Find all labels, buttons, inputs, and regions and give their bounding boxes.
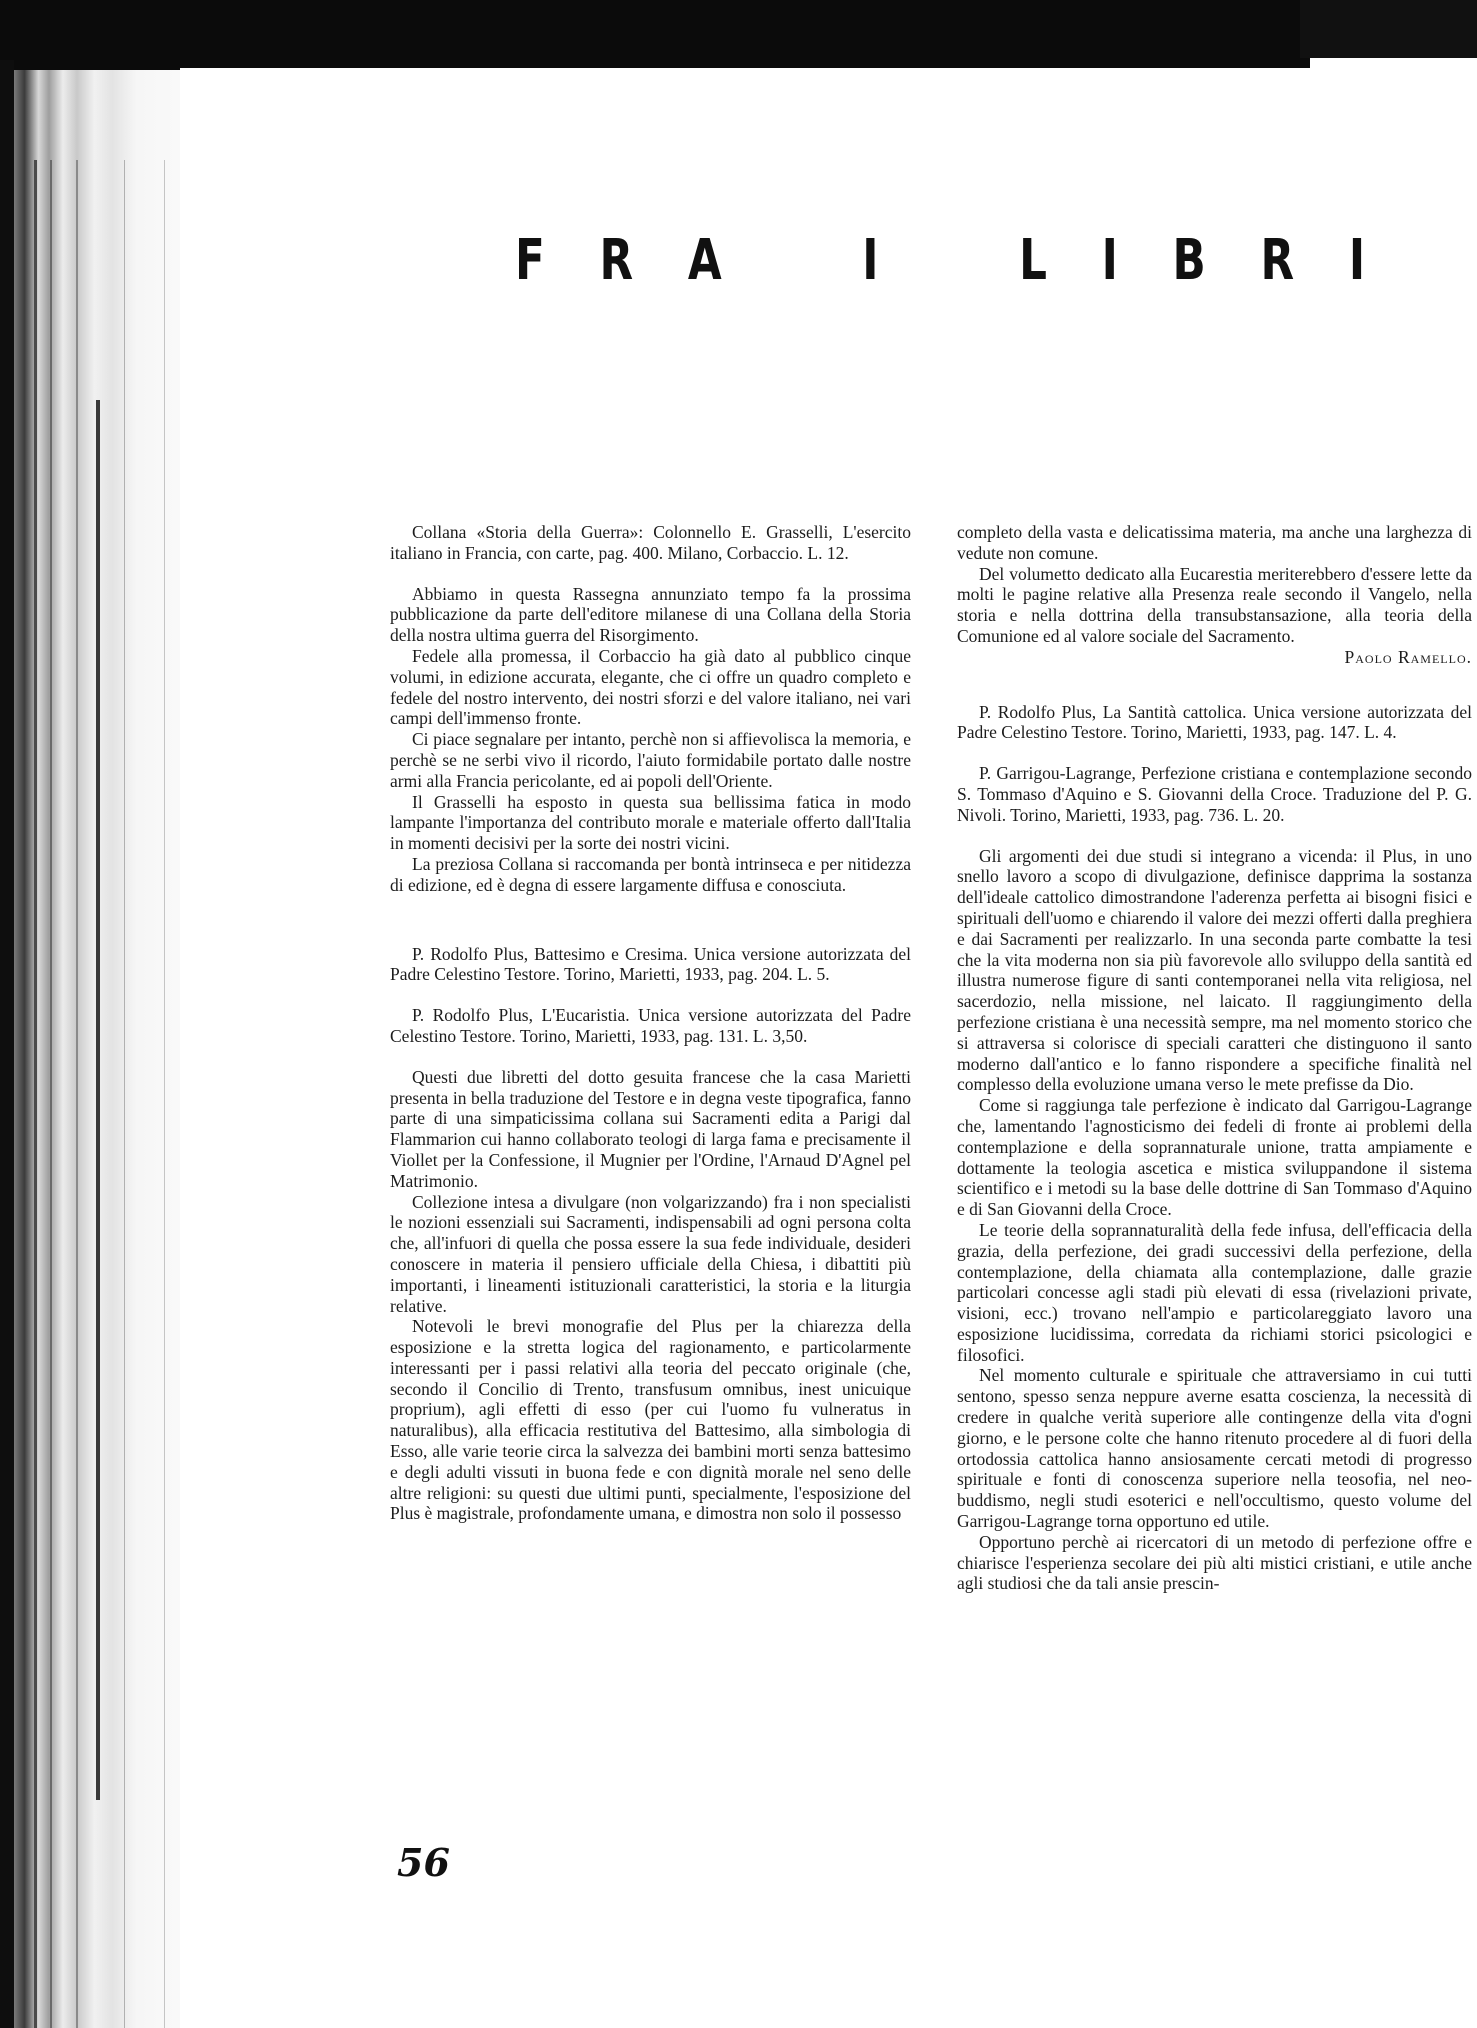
book-entry: P. Rodolfo Plus, La Santità cattolica. Unica versione autorizzata del Padre Celestino Testore. Torino, Marietti, 1933, pag. 147. L. 4. bbox=[957, 701, 1472, 743]
spacer bbox=[390, 985, 911, 1005]
heading-letter: I bbox=[1348, 228, 1366, 293]
review-paragraph: Opportuno perchè ai ricercatori di un metodo di perfezione offre e chiarisce l'esperienza secolare dei più alti mistici cristiani, e utile anche agli studiosi che da tali ansie prescin- bbox=[957, 1531, 1472, 1594]
right-column bbox=[957, 522, 1472, 1594]
spine-line bbox=[164, 160, 165, 2028]
spine-line bbox=[50, 160, 52, 2028]
review-paragraph: Collezione intesa a divulgare (non volgarizzando) fra i non specialisti le nozioni essenziali sui Sacramenti, indispensabili ad ogni persona colta che, all'infuori di quella che possa essere la sua fede individuale, desideri conoscere in materia il pensiero ufficiale della Chiesa, i dibattiti più importanti, i lineamenti istituzionali caratteristici, la storia e la liturgia relative. bbox=[390, 1191, 911, 1316]
spine-line bbox=[34, 160, 37, 2028]
heading-space bbox=[776, 228, 807, 293]
scan-left-shadow bbox=[0, 60, 14, 2028]
review-paragraph: La preziosa Collana si raccomanda per bontà intrinseca e per nitidezza di edizione, ed è degna di essere largamente diffusa e conosciuta. bbox=[390, 853, 911, 895]
book-entry: Collana «Storia della Guerra»: Colonnello E. Grasselli, L'esercito italiano in Francia, con carte, pag. 400. Milano, Corbaccio. L. 12. bbox=[390, 522, 911, 563]
review-paragraph: Il Grasselli ha esposto in questa sua bellissima fatica in modo lampante l'importanza del contributo morale e materiale offerto dall'Italia in momenti decisivi per la sorte dei nostri vicini. bbox=[390, 791, 911, 854]
review-signature: Paolo Ramello. bbox=[1344, 646, 1472, 667]
page-number: 56 bbox=[397, 1840, 450, 1885]
scan-top-shadow-right bbox=[1300, 0, 1477, 58]
review-paragraph-continuation: completo della vasta e delicatissima materia, ma anche una larghezza di vedute non comune. bbox=[957, 522, 1472, 563]
book-entry: P. Rodolfo Plus, L'Eucaristia. Unica versione autorizzata del Padre Celestino Testore. Torino, Marietti, 1933, pag. 131. L. 3,50. bbox=[390, 1005, 911, 1046]
spine-line bbox=[96, 400, 100, 1800]
spacer bbox=[390, 896, 911, 944]
spacer bbox=[957, 668, 1472, 702]
heading-letter: R bbox=[599, 228, 634, 293]
review-paragraph: Ci piace segnalare per intanto, perchè non si affievolisca la memoria, e perchè se ne serbi vivo il ricordo, l'aiuto formidabile portato dalle nostre armi alla Francia pericolante, ed ai popoli dell'Oriente. bbox=[390, 729, 911, 791]
scan-top-shadow bbox=[0, 0, 1310, 72]
review-paragraph: Come si raggiunga tale perfezione è indicato dal Garrigou-Lagrange che, lamentando l'agnosticismo dei fedeli di fronte ai problemi della contemplazione e della soprannaturale unione, tratta ampiamente e dottamente la teologia ascetica e mistica sviluppandone il sistema scientifico e i metodi su la base delle dottrine di San Tommaso d'Aquino e di San Giovanni della Croce. bbox=[957, 1095, 1472, 1220]
section-heading bbox=[515, 228, 1365, 293]
spacer bbox=[390, 1047, 911, 1067]
book-spine-edges bbox=[14, 70, 189, 2028]
heading-letter: I bbox=[1101, 228, 1118, 293]
spacer bbox=[957, 826, 1472, 846]
heading-letter: L bbox=[1019, 228, 1047, 293]
book-entry: P. Garrigou-Lagrange, Perfezione cristiana e contemplazione secondo S. Tommaso d'Aquino e S. Giovanni della Croce. Traduzione del P. G. Nivoli. Torino, Marietti, 1933, pag. 736. L. 20. bbox=[957, 763, 1472, 825]
review-paragraph: Del volumetto dedicato alla Eucarestia meriterebbero d'essere lette da molti le pagine relative alla Presenza reale secondo il Vangelo, nella storia e nella dottrina della transubstansazione, alla teoria della Comunione ed al valore sociale del Sacramento. bbox=[957, 563, 1472, 646]
spine-line bbox=[124, 160, 125, 2028]
review-paragraph: Le teorie della soprannaturalità della fede infusa, dell'efficacia della grazia, della perfezione, dei gradi successivi della perfezione, della contemplazione, della chiamata alla contemplazione, dalle grazie particolari concesse agli stadi più elevati di essa (rivelazioni private, visioni, ecc.) trovano nell'ampio e particolareggiato lavoro una esposizione lucidissima, corredata da richiami storici psicologici e filosofici. bbox=[957, 1219, 1472, 1365]
review-paragraph: Nel momento culturale e spirituale che attraversiamo in cui tutti sentono, spesso senza neppure averne esatta coscienza, la necessità di credere in qualche verità superiore alle contingenze della vita d'ogni giorno, e le persone colte che hanno ritenuto procedere al di fuori della ortodossia cattolica hanno ansiosamente cercati metodi di progresso spirituale e fonti di conoscenza superiore nella teosofia, nel neo-buddismo, negli studi esoterici e nell'occultismo, questo volume del Garrigou-Lagrange torna opportuno ed utile. bbox=[957, 1365, 1472, 1532]
review-paragraph: Gli argomenti dei due studi si integrano a vicenda: il Plus, in uno snello lavoro a scopo di divulgazione, definisce dapprima la sostanza dell'ideale cattolico dimostrandone l'aderenza perfetta ai bisogni fisici e spirituali dell'uomo e chiarendo il valore dei mezzi offerti dalla preghiera e dai Sacramenti per realizzarlo. In una seconda parte combatte la tesi che la vita moderna non sia più favorevole allo sviluppo della santità ed illustra numerose figure di santi contemporanei nella vita religiosa, nel sacerdozio, nella missione, nel laicato. Il raggiungimento della perfezione cristiana è una necessità sempre, ma nel momento storico che si attraversa si colorisce di speciali caratteri che distinguono il santo moderno dall'antico e lo fanno rispondere a specifiche finalità nel complesso della evoluzione umana verso le mete prefisse da Dio. bbox=[957, 845, 1472, 1095]
review-paragraph: Fedele alla promessa, il Corbaccio ha già dato al pubblico cinque volumi, in edizione accurata, elegante, che ci offre un quadro completo e fedele del nostro intervento, dei nostri sforzi e del valore italiano, nei vari campi dell'immenso fronte. bbox=[390, 645, 911, 729]
heading-letter: A bbox=[687, 228, 722, 293]
left-column bbox=[390, 522, 911, 1524]
heading-letter: F bbox=[515, 228, 545, 293]
heading-space bbox=[933, 228, 964, 293]
book-entry: P. Rodolfo Plus, Battesimo e Cresima. Unica versione autorizzata del Padre Celestino Testore. Torino, Marietti, 1933, pag. 204. L. 5. bbox=[390, 943, 911, 985]
spine-line bbox=[76, 160, 78, 2028]
review-paragraph: Notevoli le brevi monografie del Plus per la chiarezza della esposizione e la stretta logica del ragionamento, e particolarmente interessanti per i passi relativi alla teoria del peccato originale (che, secondo il Concilio di Trento, transfusum omnibus, inest unicuique proprium), agli effetti di esso (per cui l'uomo fu vulneratus in naturalibus), alla efficacia restitutiva del Battesimo, alla simbologia di Esso, alle varie teorie circa la salvezza dei bambini morti senza battesimo e degli adulti vissuti in buona fede e con dignità morale nel seno delle altre religioni: su questi due ultimi punti, specialmente, l'esposizione del Plus è magistrale, profondamente umana, e dimostra non solo il possesso bbox=[390, 1316, 911, 1524]
spacer bbox=[957, 743, 1472, 763]
spacer bbox=[390, 564, 911, 584]
review-paragraph: Abbiamo in questa Rassegna annunziato tempo fa la prossima pubblicazione da parte dell'editore milanese di una Collana della Storia della nostra ultima guerra del Risorgimento. bbox=[390, 583, 911, 646]
heading-letter: R bbox=[1260, 228, 1295, 293]
heading-letter: I bbox=[862, 228, 879, 293]
review-paragraph: Questi due libretti del dotto gesuita francese che la casa Marietti presenta in bella traduzione del Testore e in degna veste tipografica, fanno parte di una simpaticissima collana sui Sacramenti edita a Parigi dal Flammarion cui hanno collaborato teologi di larga fama e precisamente il Viollet per la Confessione, il Mugnier per l'Ordine, l'Arnaud D'Agnel pel Matrimonio. bbox=[390, 1066, 911, 1191]
heading-letter: B bbox=[1172, 228, 1206, 293]
